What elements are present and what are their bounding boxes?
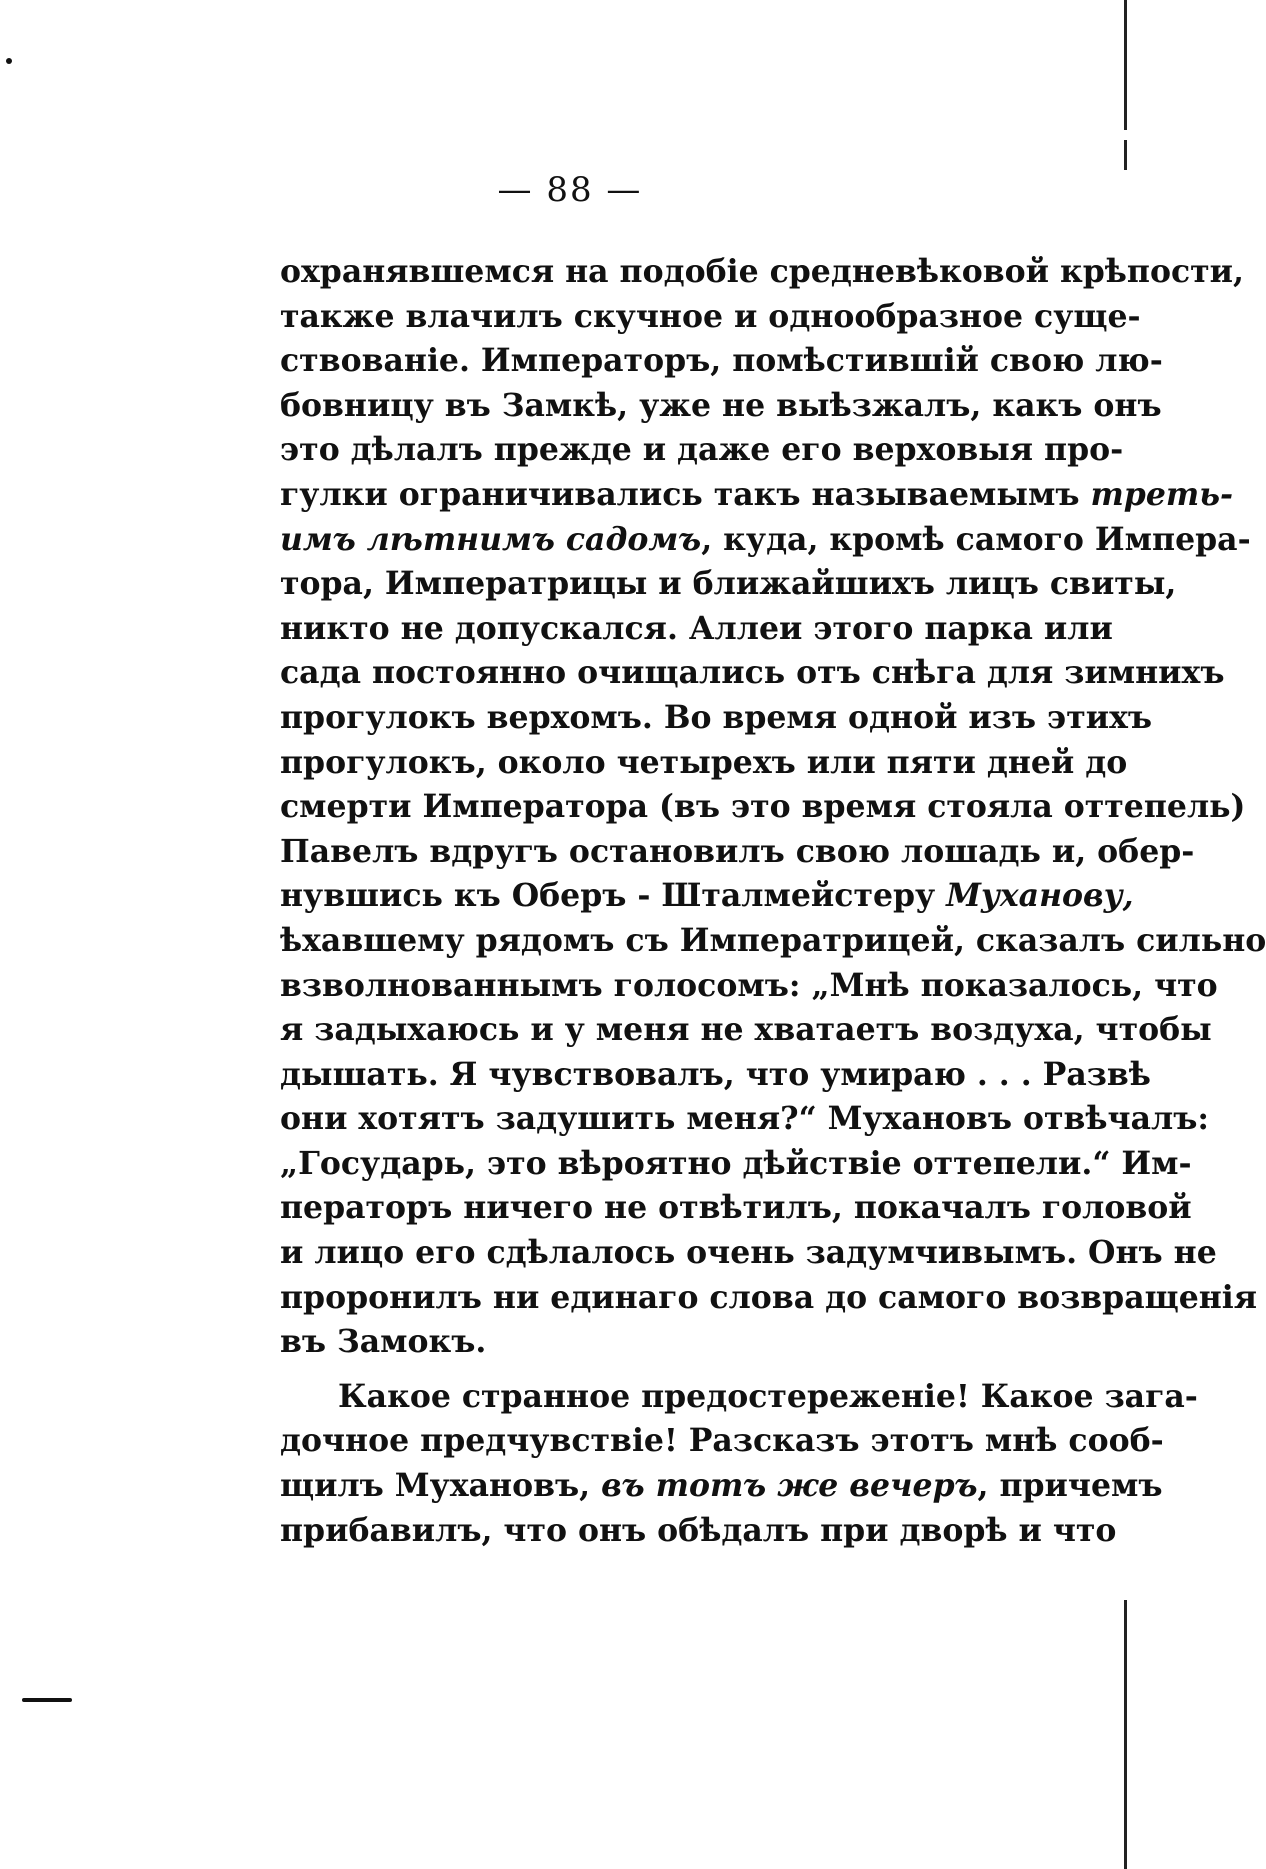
text-line: ствованіе. Императоръ, помѣстившій свою лю- [280, 342, 1163, 380]
scan-mark [22, 1698, 72, 1702]
italic-phrase: треть- [1090, 475, 1234, 513]
page-edge-line [1124, 0, 1127, 130]
text-line-with-italic: щилъ Мухановъ, въ тотъ же вечеръ, причемъ [280, 1467, 1163, 1505]
text-line: сада постоянно очищались отъ снѣга для зимнихъ [280, 654, 1225, 692]
italic-phrase: въ тотъ же вечеръ [601, 1467, 978, 1505]
page-number: — 88 — [497, 170, 643, 210]
text-line: взволнованнымъ голосомъ: „Мнѣ показалось, что [280, 966, 1218, 1004]
text-line: ператоръ ничего не отвѣтилъ, покачалъ головой [280, 1189, 1192, 1227]
paragraph-end-line: въ Замокъ. [280, 1323, 487, 1361]
page-edge-line [1124, 140, 1127, 170]
text-line-with-italic: имъ лѣтнимъ садомъ, куда, кромѣ самого Импера- [280, 520, 1251, 558]
text-line: дочное предчувствіе! Разсказъ этотъ мнѣ сооб- [280, 1422, 1164, 1460]
italic-phrase: имъ лѣтнимъ садомъ [280, 520, 702, 558]
text-line: они хотятъ задушить меня?“ Мухановъ отвѣчалъ: [280, 1100, 1209, 1138]
text-line: это дѣлалъ прежде и даже его верховыя про- [280, 431, 1124, 469]
italic-phrase: Муханову, [946, 877, 1134, 915]
text-line: прогулокъ верхомъ. Во время одной изъ этихъ [280, 698, 1153, 736]
body-text [280, 250, 1266, 1553]
text-line: дышать. Я чувствовалъ, что умираю . . . Развѣ [280, 1055, 1151, 1093]
text-line: Павелъ вдругъ остановилъ свою лошадь и, обер- [280, 832, 1195, 870]
text-line: прогулокъ, около четырехъ или пяти дней до [280, 743, 1128, 781]
paragraph-start-line: Какое странное предостереженіе! Какое зага- [338, 1377, 1198, 1415]
text-line: я задыхаюсь и у меня не хватаетъ воздуха, чтобы [280, 1011, 1212, 1049]
text-line-with-italic: гулки ограничивались такъ называемымъ треть- [280, 475, 1234, 513]
text-line: смерти Императора (въ это время стояла оттепель) [280, 788, 1246, 826]
text-line: также влачилъ скучное и однообразное суще- [280, 297, 1141, 335]
text-line: прибавилъ, что онъ обѣдалъ при дворѣ и что [280, 1511, 1117, 1549]
text-line: охранявшемся на подобіе средневѣковой крѣпости, [280, 253, 1244, 290]
text-line: проронилъ ни единаго слова до самого возвращенія [280, 1278, 1258, 1316]
text-line-with-italic: нувшись къ Оберъ - Шталмейстеру Муханову, [280, 877, 1134, 915]
text-line: бовницу въ Замкѣ, уже не выѣзжалъ, какъ онъ [280, 386, 1162, 424]
page-edge-line [1124, 1600, 1127, 1869]
text-line: и лицо его сдѣлалось очень задумчивымъ. Онъ не [280, 1234, 1217, 1272]
text-line: ѣхавшему рядомъ съ Императрицей, сказалъ сильно [280, 921, 1266, 959]
text-line: „Государь, это вѣроятно дѣйствіе оттепели.“ Им- [280, 1144, 1192, 1182]
text-line: никто не допускался. Аллеи этого парка или [280, 609, 1113, 647]
scan-speck [6, 58, 12, 64]
text-line: тора, Императрицы и ближайшихъ лицъ свиты, [280, 565, 1177, 603]
